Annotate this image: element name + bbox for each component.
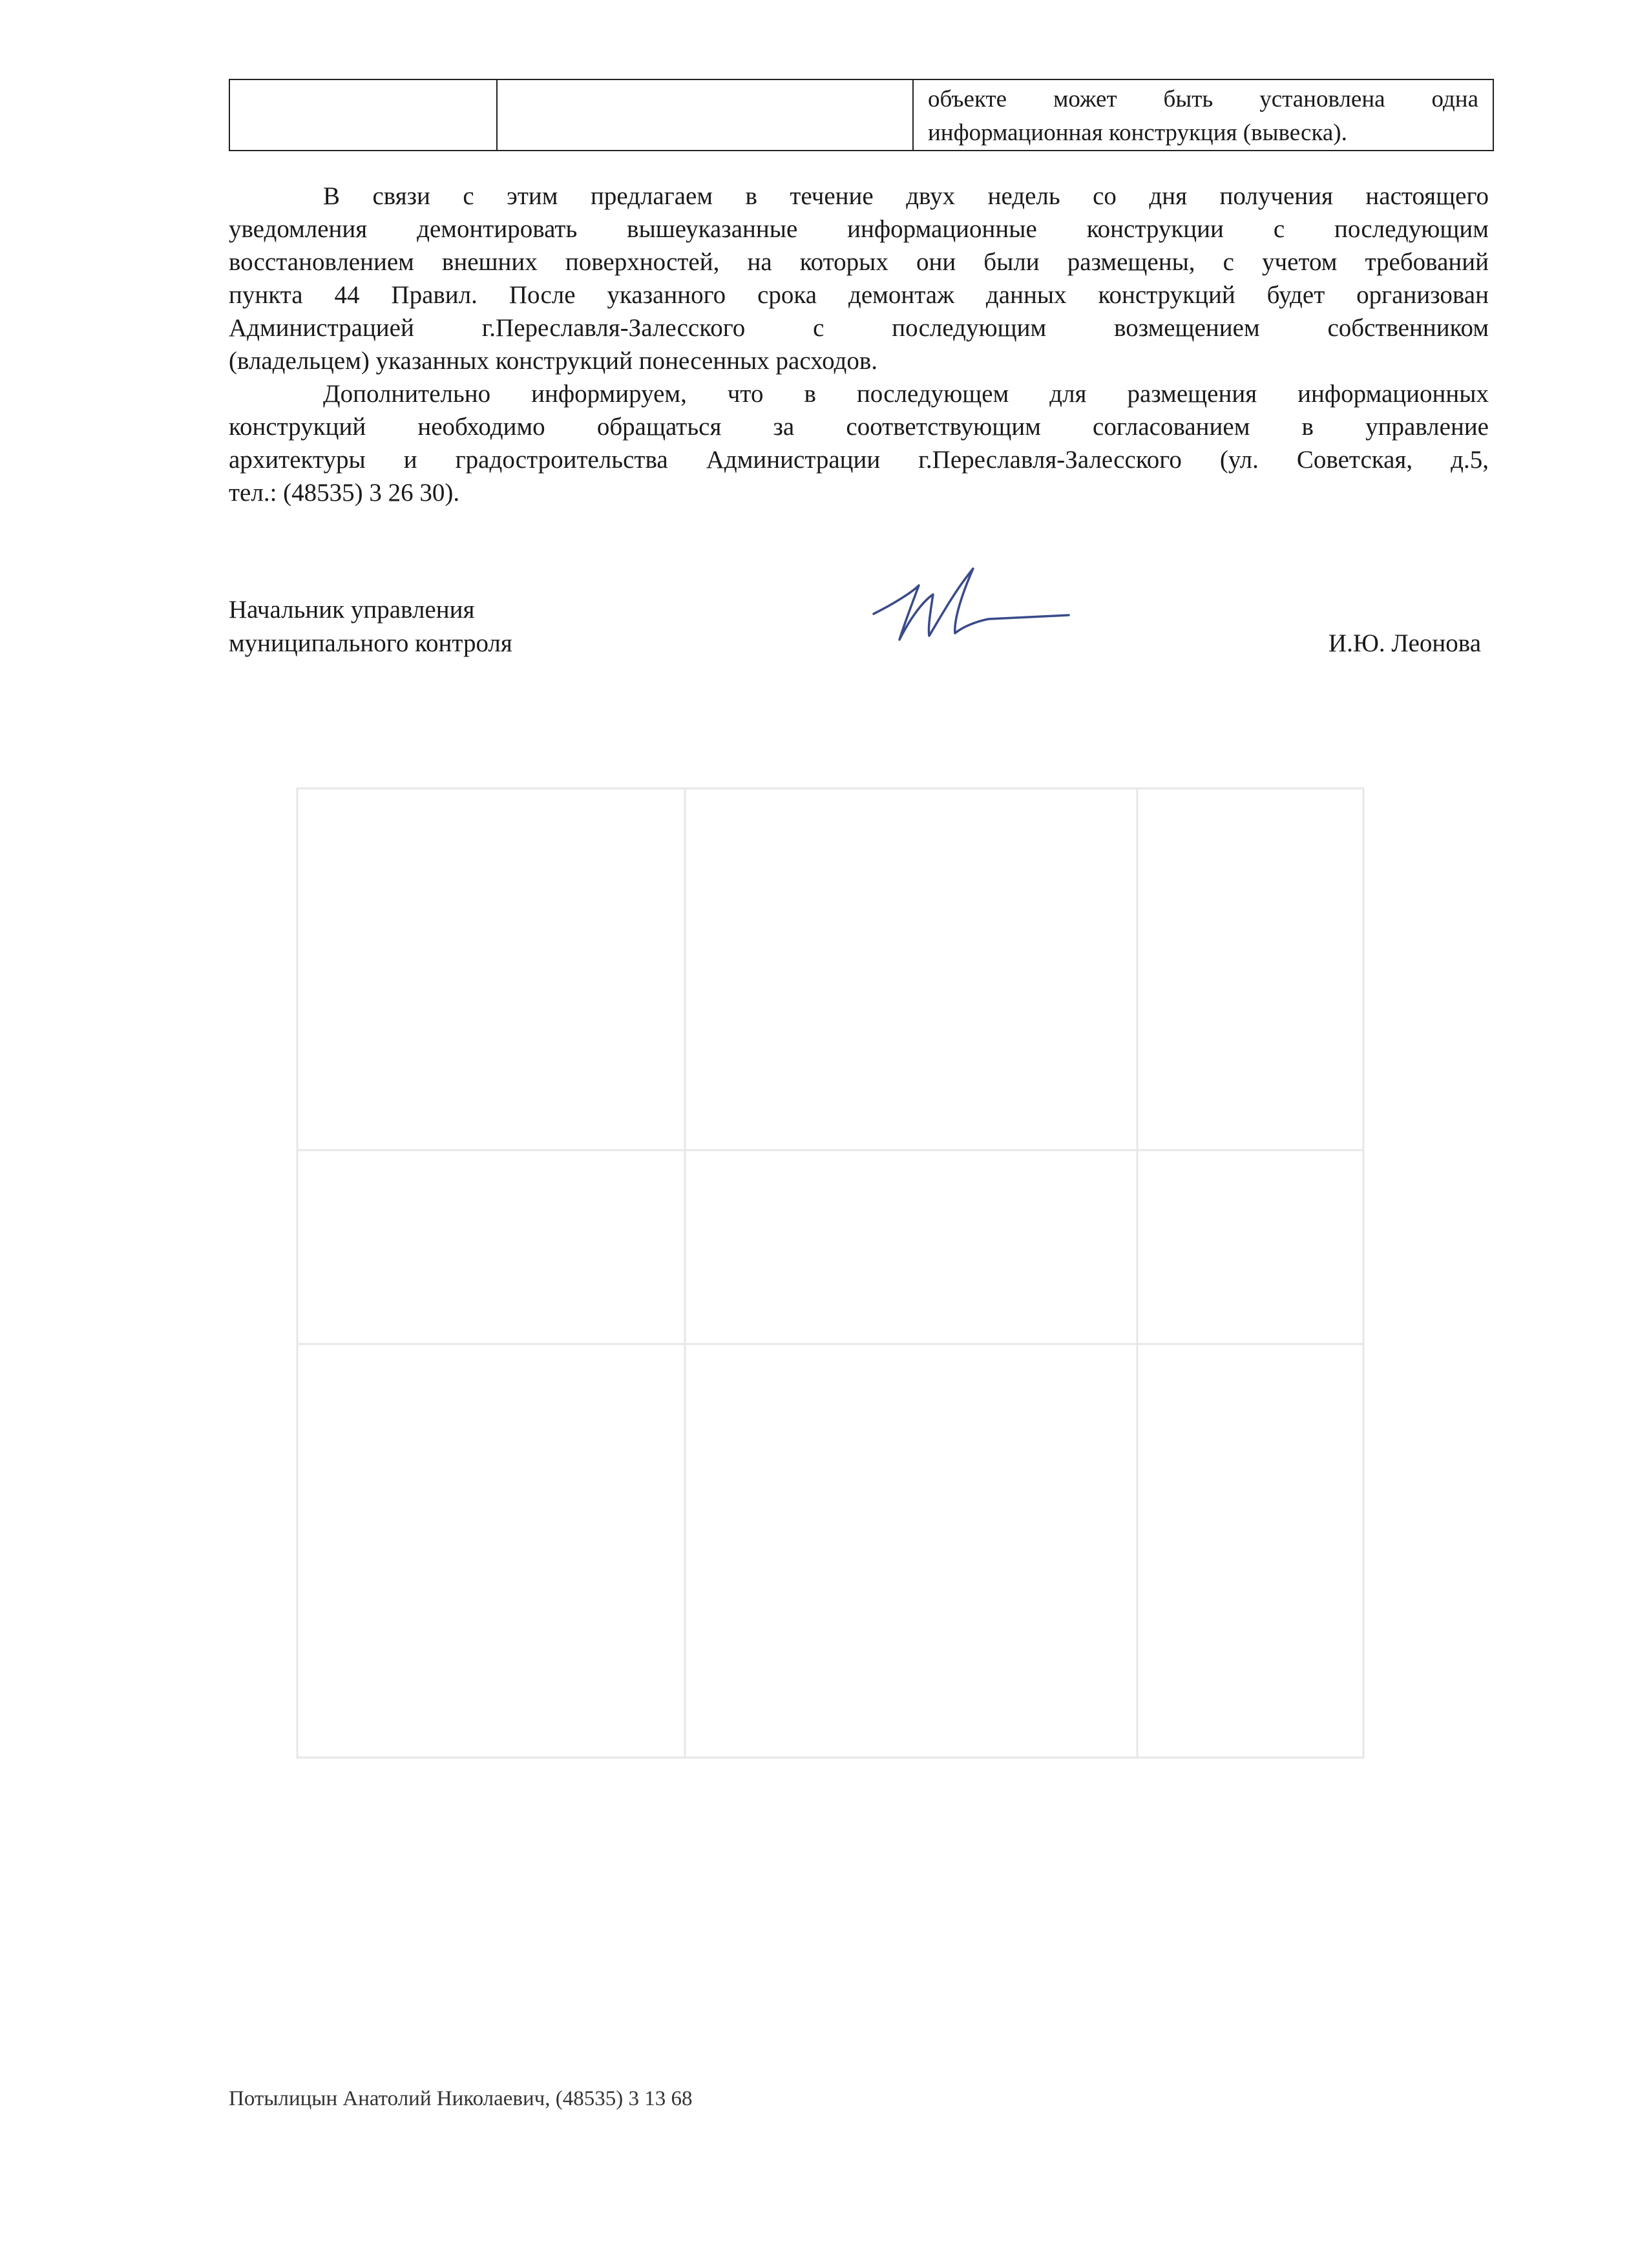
letter-body xyxy=(229,180,1489,509)
paragraph-line: уведомления демонтировать вышеуказанные информационные конструкции с последующим xyxy=(229,215,1489,243)
table-fragment xyxy=(229,79,1494,151)
paragraph-line: Администрацией г.Переславля-Залесского с последующим возмещением собственником xyxy=(229,314,1489,342)
table-cell-3-line2: информационная конструкция (вывеска). xyxy=(928,120,1347,146)
executor-contact: Потылицын Анатолий Николаевич, (48535) 3 13 68 xyxy=(229,2087,693,2110)
reverse-side-bleed xyxy=(284,762,1383,1990)
paragraph-line: тел.: (48535) 3 26 30). xyxy=(229,479,460,507)
table-cell-3 xyxy=(913,79,1493,151)
paragraph-line: восстановлением внешних поверхностей, на которых они были размещены, с учетом требований xyxy=(229,248,1489,276)
table-cell-1 xyxy=(229,79,497,151)
signer-position-line2: муниципального контроля xyxy=(229,629,512,657)
signer-position xyxy=(229,593,512,660)
paragraph-line: конструкций необходимо обращаться за соответствующим согласованием в управление xyxy=(229,413,1489,441)
signer-position-line1: Начальник управления xyxy=(229,596,475,624)
paragraph-line: В связи с этим предлагаем в течение двух недель со дня получения настоящего xyxy=(323,182,1489,210)
paragraph-line: Дополнительно информируем, что в последующем для размещения информационных xyxy=(323,380,1489,408)
paragraph-additional-info xyxy=(229,377,1489,509)
handwritten-signature-icon xyxy=(866,554,1073,658)
table-cell-3-text xyxy=(914,80,1493,150)
paragraph-line: (владельцем) указанных конструкций понесенных расходов. xyxy=(229,347,878,375)
paragraph-line: архитектуры и градостроительства Администрации г.Переславля-Залесского (ул. Советская, д.5, xyxy=(229,446,1489,474)
table-cell-3-line1: объекте может быть установлена одна xyxy=(928,86,1478,112)
paragraph-line: пункта 44 Правил. После указанного срока демонтаж данных конструкций будет организован xyxy=(229,281,1489,309)
paragraph-demolition-notice xyxy=(229,180,1489,377)
table-row xyxy=(229,79,1493,151)
signer-name: И.Ю. Леонова xyxy=(1328,629,1481,657)
table-cell-2 xyxy=(497,79,913,151)
